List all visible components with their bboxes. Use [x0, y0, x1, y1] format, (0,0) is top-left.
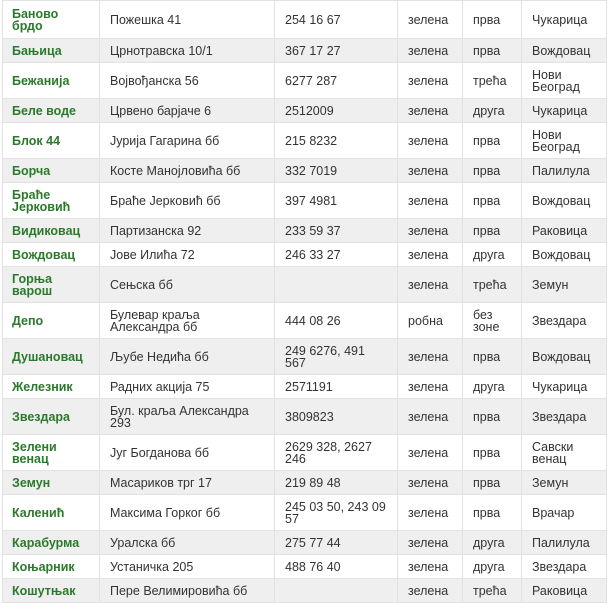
market-zone: прва: [463, 471, 522, 495]
market-zone: трећа: [463, 267, 522, 303]
market-address: Масариков трг 17: [100, 471, 275, 495]
market-type: зелена: [398, 531, 463, 555]
table-row: [3, 303, 607, 339]
market-municipality: Чукарица: [522, 1, 607, 39]
market-name-link[interactable]: Бањица: [3, 39, 100, 63]
market-phone: 2571191: [275, 375, 398, 399]
market-address: Бул. краља Александра 293: [100, 399, 275, 435]
market-zone: трећа: [463, 579, 522, 603]
market-zone: прва: [463, 219, 522, 243]
market-name-link[interactable]: Кошутњак: [3, 579, 100, 603]
market-type: зелена: [398, 63, 463, 99]
market-municipality: Вождовац: [522, 183, 607, 219]
market-municipality: Звездара: [522, 303, 607, 339]
market-municipality: Нови Београд: [522, 63, 607, 99]
market-address: Устаничка 205: [100, 555, 275, 579]
market-municipality: Земун: [522, 267, 607, 303]
market-address: Војвођанска 56: [100, 63, 275, 99]
market-municipality: Вождовац: [522, 39, 607, 63]
market-type: зелена: [398, 339, 463, 375]
market-name-link[interactable]: Бежанија: [3, 63, 100, 99]
market-municipality: Вождовац: [522, 339, 607, 375]
market-phone: 215 8232: [275, 123, 398, 159]
market-type: зелена: [398, 579, 463, 603]
market-municipality: Звездара: [522, 399, 607, 435]
market-address: Црнотравска 10/1: [100, 39, 275, 63]
market-type: зелена: [398, 555, 463, 579]
table-row: [3, 435, 607, 471]
table-row: [3, 339, 607, 375]
market-name-link[interactable]: Видиковац: [3, 219, 100, 243]
market-type: зелена: [398, 243, 463, 267]
market-address: Јове Илића 72: [100, 243, 275, 267]
market-phone: 332 7019: [275, 159, 398, 183]
market-address: Пожешка 41: [100, 1, 275, 39]
market-municipality: Вождовац: [522, 243, 607, 267]
table-row: [3, 99, 607, 123]
market-type: зелена: [398, 99, 463, 123]
market-phone: [275, 267, 398, 303]
table-row: [3, 219, 607, 243]
table-row: [3, 123, 607, 159]
market-municipality: Чукарица: [522, 375, 607, 399]
table-row: [3, 159, 607, 183]
market-zone: прва: [463, 123, 522, 159]
market-name-link[interactable]: Блок 44: [3, 123, 100, 159]
market-type: зелена: [398, 495, 463, 531]
market-phone: 249 6276, 491 567: [275, 339, 398, 375]
market-zone: прва: [463, 339, 522, 375]
table-row: [3, 531, 607, 555]
market-municipality: Раковица: [522, 219, 607, 243]
market-municipality: Чукарица: [522, 99, 607, 123]
market-name-link[interactable]: Звездара: [3, 399, 100, 435]
market-name-link[interactable]: Железник: [3, 375, 100, 399]
market-zone: друга: [463, 531, 522, 555]
market-phone: 2512009: [275, 99, 398, 123]
market-name-link[interactable]: Земун: [3, 471, 100, 495]
market-phone: [275, 579, 398, 603]
market-phone: 254 16 67: [275, 1, 398, 39]
market-type: зелена: [398, 183, 463, 219]
market-type: зелена: [398, 159, 463, 183]
market-name-link[interactable]: Душановац: [3, 339, 100, 375]
market-municipality: Палилула: [522, 159, 607, 183]
market-phone: 233 59 37: [275, 219, 398, 243]
market-zone: друга: [463, 243, 522, 267]
market-municipality: Палилула: [522, 531, 607, 555]
market-phone: 275 77 44: [275, 531, 398, 555]
market-type: зелена: [398, 435, 463, 471]
market-phone: 219 89 48: [275, 471, 398, 495]
market-zone: трећа: [463, 63, 522, 99]
market-address: Булевар краља Александра бб: [100, 303, 275, 339]
market-type: зелена: [398, 219, 463, 243]
market-zone: друга: [463, 99, 522, 123]
market-zone: прва: [463, 1, 522, 39]
market-address: Црвено барјаче 6: [100, 99, 275, 123]
markets-table-body: [3, 1, 607, 603]
market-name-link[interactable]: Зелени венац: [3, 435, 100, 471]
table-row: [3, 471, 607, 495]
market-type: зелена: [398, 267, 463, 303]
table-row: [3, 267, 607, 303]
market-name-link[interactable]: Каленић: [3, 495, 100, 531]
market-type: робна: [398, 303, 463, 339]
market-type: зелена: [398, 39, 463, 63]
market-name-link[interactable]: Карабурма: [3, 531, 100, 555]
market-zone: друга: [463, 375, 522, 399]
market-zone: прва: [463, 495, 522, 531]
market-phone: 367 17 27: [275, 39, 398, 63]
table-row: [3, 555, 607, 579]
market-name-link[interactable]: Браће Јерковић: [3, 183, 100, 219]
market-address: Браће Јерковић бб: [100, 183, 275, 219]
market-type: зелена: [398, 1, 463, 39]
market-address: Партизанска 92: [100, 219, 275, 243]
market-phone: 6277 287: [275, 63, 398, 99]
table-row: [3, 579, 607, 603]
market-address: Љубе Недића бб: [100, 339, 275, 375]
market-phone: 444 08 26: [275, 303, 398, 339]
market-address: Сењска бб: [100, 267, 275, 303]
market-zone: прва: [463, 39, 522, 63]
market-phone: 3809823: [275, 399, 398, 435]
table-row: [3, 39, 607, 63]
table-row: [3, 399, 607, 435]
market-zone: друга: [463, 555, 522, 579]
market-type: зелена: [398, 471, 463, 495]
market-municipality: Земун: [522, 471, 607, 495]
market-zone: прва: [463, 435, 522, 471]
market-name-link[interactable]: Коњарник: [3, 555, 100, 579]
market-phone: 2629 328, 2627 246: [275, 435, 398, 471]
market-type: зелена: [398, 399, 463, 435]
table-row: [3, 63, 607, 99]
table-row: [3, 495, 607, 531]
market-phone: 397 4981: [275, 183, 398, 219]
market-type: зелена: [398, 123, 463, 159]
market-phone: 246 33 27: [275, 243, 398, 267]
market-address: Радних акција 75: [100, 375, 275, 399]
market-name-link[interactable]: Вождовац: [3, 243, 100, 267]
markets-table: [2, 0, 607, 603]
market-address: Уралска бб: [100, 531, 275, 555]
market-name-link[interactable]: Беле воде: [3, 99, 100, 123]
market-municipality: Савски венац: [522, 435, 607, 471]
market-zone: без зоне: [463, 303, 522, 339]
market-municipality: Раковица: [522, 579, 607, 603]
market-name-link[interactable]: Горња варош: [3, 267, 100, 303]
table-row: [3, 1, 607, 39]
market-address: Јурија Гагарина бб: [100, 123, 275, 159]
market-name-link[interactable]: Баново брдо: [3, 1, 100, 39]
market-municipality: Нови Београд: [522, 123, 607, 159]
market-zone: прва: [463, 399, 522, 435]
market-phone: 488 76 40: [275, 555, 398, 579]
market-municipality: Звездара: [522, 555, 607, 579]
table-row: [3, 243, 607, 267]
market-address: Југ Богданова бб: [100, 435, 275, 471]
market-type: зелена: [398, 375, 463, 399]
market-municipality: Врачар: [522, 495, 607, 531]
table-row: [3, 375, 607, 399]
market-address: Максима Горког бб: [100, 495, 275, 531]
market-zone: прва: [463, 159, 522, 183]
market-name-link[interactable]: Борча: [3, 159, 100, 183]
market-address: Пере Велимировића бб: [100, 579, 275, 603]
market-name-link[interactable]: Депо: [3, 303, 100, 339]
market-address: Косте Манојловића бб: [100, 159, 275, 183]
market-phone: 245 03 50, 243 09 57: [275, 495, 398, 531]
market-zone: прва: [463, 183, 522, 219]
table-row: [3, 183, 607, 219]
